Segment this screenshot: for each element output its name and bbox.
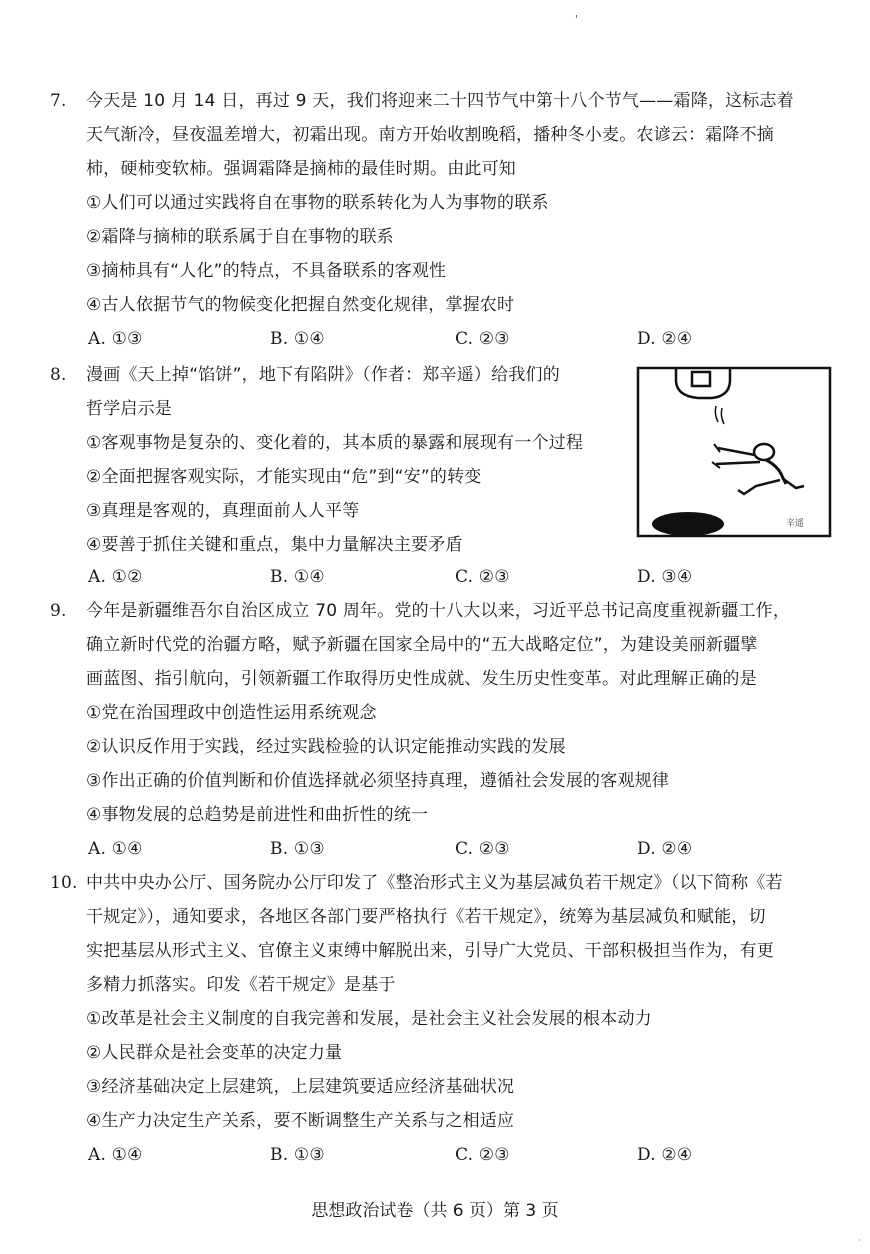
question-stem-line: 多精力抓落实。印发《若干规定》是基于 [86, 975, 396, 995]
question-stem-line: 哲学启示是 [86, 399, 172, 419]
question-stem-line: 画蓝图、指引航向，引领新疆工作取得历史性成就、发生历史性变革。对此理解正确的是 [86, 669, 757, 689]
choice-a: A. ①④ [88, 839, 143, 859]
statement-2: ②认识反作用于实践，经过实践检验的认识定能推动实践的发展 [86, 737, 566, 757]
question-stem-line: 漫画《天上掉“馅饼”，地下有陷阱》（作者：郑辛遥）给我们的 [86, 365, 560, 385]
statement-3: ③作出正确的价值判断和价值选择就必须坚持真理，遵循社会发展的客观规律 [86, 771, 670, 791]
choice-c: C. ②③ [455, 329, 510, 349]
choice-b: B. ①④ [270, 567, 325, 587]
statement-4: ④事物发展的总趋势是前进性和曲折性的统一 [86, 805, 429, 825]
choice-a: A. ①② [88, 567, 143, 587]
question-number: 9. [50, 601, 67, 621]
choice-b: B. ①③ [270, 839, 325, 859]
question-stem-line: 确立新时代党的治疆方略，赋予新疆在国家全局中的“五大战略定位”，为建设美丽新疆擘 [86, 635, 758, 655]
corner-mark: · [858, 1236, 861, 1245]
choice-d: D. ③④ [637, 567, 693, 587]
statement-3: ③经济基础决定上层建筑，上层建筑要适应经济基础状况 [86, 1077, 515, 1097]
choice-b: B. ①③ [270, 1145, 325, 1165]
cartoon-signature: 辛遥 [786, 519, 805, 529]
choice-c: C. ②③ [455, 839, 510, 859]
question-stem-line: 干规定》），通知要求，各地区各部门要严格执行《若干规定》，统筹为基层减负和赋能，切 [86, 907, 766, 927]
statement-2: ②全面把握客观实际，才能实现由“危”到“安”的转变 [86, 467, 482, 487]
question-stem-line: 中共中央办公厅、国务院办公厅印发了《整治形式主义为基层减负若干规定》（以下简称《若 [86, 873, 783, 893]
statement-4: ④要善于抓住关键和重点，集中力量解决主要矛盾 [86, 535, 463, 555]
statement-3: ③真理是客观的，真理面前人人平等 [86, 501, 360, 521]
page-footer: 思想政治试卷（共 6 页）第 3 页 [311, 1201, 559, 1221]
statement-2: ②人民群众是社会变革的决定力量 [86, 1043, 343, 1063]
statement-3: ③摘柿具有“人化”的特点，不具备联系的客观性 [86, 261, 447, 281]
choice-c: C. ②③ [455, 567, 510, 587]
scan-mark: ' [575, 14, 578, 25]
choice-b: B. ①④ [270, 329, 325, 349]
choice-d: D. ②④ [637, 329, 693, 349]
question-number: 10. [50, 873, 78, 893]
choice-d: D. ②④ [637, 1145, 693, 1165]
question-stem-line: 天气渐冷，昼夜温差增大，初霜出现。南方开始收割晚稻，播种冬小麦。农谚云：霜降不摘 [86, 125, 774, 145]
question-stem-line: 今年是新疆维吾尔自治区成立 70 周年。党的十八大以来，习近平总书记高度重视新疆工作， [86, 601, 791, 621]
statement-1: ①改革是社会主义制度的自我完善和发展，是社会主义社会发展的根本动力 [86, 1009, 652, 1029]
question-stem-line: 柿，硬柿变软柿。强调霜降是摘柿的最佳时期。由此可知 [86, 159, 516, 179]
statement-1: ①人们可以通过实践将自在事物的联系转化为人为事物的联系 [86, 193, 549, 213]
cartoon-image [636, 366, 832, 538]
question-stem-line: 实把基层从形式主义、官僚主义束缚中解脱出来，引导广大党员、干部积极担当作为，有更 [86, 941, 774, 961]
statement-4: ④生产力决定生产关系，要不断调整生产关系与之相适应 [86, 1111, 515, 1131]
choice-c: C. ②③ [455, 1145, 510, 1165]
statement-1: ①客观事物是复杂的、变化着的，其本质的暴露和展现有一个过程 [86, 433, 584, 453]
statement-2: ②霜降与摘柿的联系属于自在事物的联系 [86, 227, 394, 247]
question-number: 7. [50, 91, 67, 111]
choice-d: D. ②④ [637, 839, 693, 859]
question-number: 8. [50, 365, 67, 385]
statement-4: ④古人依据节气的物候变化把握自然变化规律，掌握农时 [86, 295, 515, 315]
choice-a: A. ①④ [88, 1145, 143, 1165]
statement-1: ①党在治国理政中创造性运用系统观念 [86, 703, 377, 723]
question-stem-line: 今天是 10 月 14 日，再过 9 天，我们将迎来二十四节气中第十八个节气——霜降，这标志着 [86, 91, 794, 111]
choice-a: A. ①③ [88, 329, 143, 349]
cartoon-drawing [636, 366, 832, 538]
